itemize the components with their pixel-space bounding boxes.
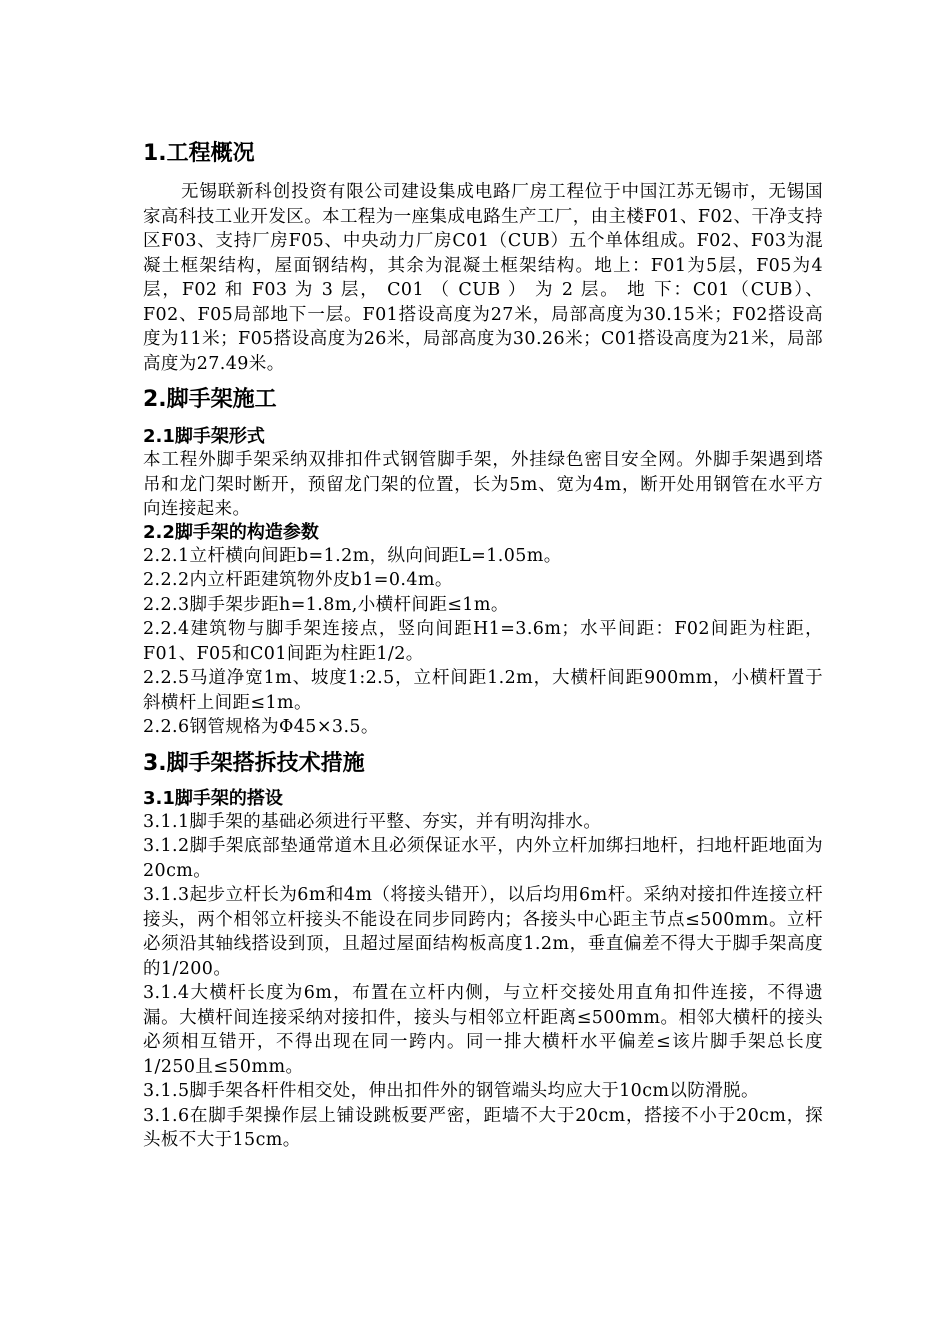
document-page [143, 120, 823, 1153]
section-3-1-heading: 3.1脚手架的搭设 [143, 787, 283, 809]
list-item-2-2-1: 2.2.1立杆横向间距b=1.2m，纵向间距L=1.05m。 [143, 545, 562, 566]
list-item-2-2-4: 2.2.4建筑物与脚手架连接点，竖向间距H1=3.6m；水平间距：F02间距为柱距，F01、F05和C01间距为柱距1/2。 [143, 619, 823, 664]
section-2-heading: 2.脚手架施工 [143, 387, 277, 412]
list-item-3-1-1: 3.1.1脚手架的基础必须进行平整、夯实，并有明沟排水。 [143, 811, 602, 832]
list-item-3-1-5: 3.1.5脚手架各杆件相交处，伸出扣件外的钢管端头均应大于10cm以防滑脱。 [143, 1081, 759, 1101]
list-item-3-1-6: 3.1.6在脚手架操作层上铺设跳板要严密，距墙不大于20cm，搭接不小于20cm，探头板不大于15cm。 [143, 1105, 823, 1150]
list-item-3-1-2: 3.1.2脚手架底部垫通常道木且必须保证水平，内外立杆加绑扫地杆，扫地杆距地面为20cm。 [143, 836, 823, 881]
list-item-2-2-3: 2.2.3脚手架步距h=1.8m,小横杆间距≤1m。 [143, 594, 509, 615]
list-item-3-1-4: 3.1.4大横杆长度为6m，布置在立杆内侧，与立杆交接处用直角扣件连接，不得遗漏。大横杆间连接采纳对接扣件，接头与相邻立杆距离≤500mm。相邻大横杆的接头必须相互错开，不得出现在同一跨内。同一排大横杆水平偏差≤该片脚手架总长度1/250且≤50mm。 [143, 983, 823, 1077]
list-item-2-2-2: 2.2.2内立杆距建筑物外皮b1=0.4m。 [143, 570, 453, 590]
section-1-paragraph: 无锡联新科创投资有限公司建设集成电路厂房工程位于中国江苏无锡市，无锡国家高科技工业开发区。本工程为一座集成电路生产工厂，由主楼F01、F02、干净支持区F03、支持厂房F05、中央动力厂房C01（CUB）五个单体组成。F02、F03为混凝土框架结构，屋面钢结构，其余为混凝土框架结构。地上：F01为5层，F05为4层，F02 和 F03 为 3 层， C01 （ CUB ） 为 2 层。 地 下：C01（CUB）、F02、F05局部地下一层。F01搭设高度为27米，局部高度为30.15米；F02搭设高度为11米；F05搭设高度为26米，局部高度为30.26米；C01搭设高度为21米，局部高度为27.49米。 [143, 182, 823, 374]
section-1-heading: 1.工程概况 [143, 141, 255, 166]
list-item-3-1-3: 3.1.3起步立杆长为6m和4m（将接头错开），以后均用6m杆。采纳对接扣件连接立杆接头，两个相邻立杆接头不能设在同步同跨内；各接头中心距主节点≤500mm。立杆必须沿其轴线搭设到顶，且超过屋面结构板高度1.2m，垂直偏差不得大于脚手架高度的1/200。 [143, 885, 823, 979]
section-2-1-paragraph: 本工程外脚手架采纳双排扣件式钢管脚手架，外挂绿色密目安全网。外脚手架遇到塔吊和龙门架时断开，预留龙门架的位置，长为5m、宽为4m，断开处用钢管在水平方向连接起来。 [143, 450, 823, 519]
section-2-2-heading: 2.2脚手架的构造参数 [143, 521, 319, 543]
list-item-2-2-6: 2.2.6钢管规格为Φ45×3.5。 [143, 717, 379, 737]
list-item-2-2-5: 2.2.5马道净宽1m、坡度1:2.5，立杆间距1.2m，大横杆间距900mm，小横杆置于斜横杆上间距≤1m。 [143, 668, 823, 713]
section-3-heading: 3.脚手架搭拆技术措施 [143, 750, 365, 776]
section-2-1-heading: 2.1脚手架形式 [143, 426, 265, 447]
